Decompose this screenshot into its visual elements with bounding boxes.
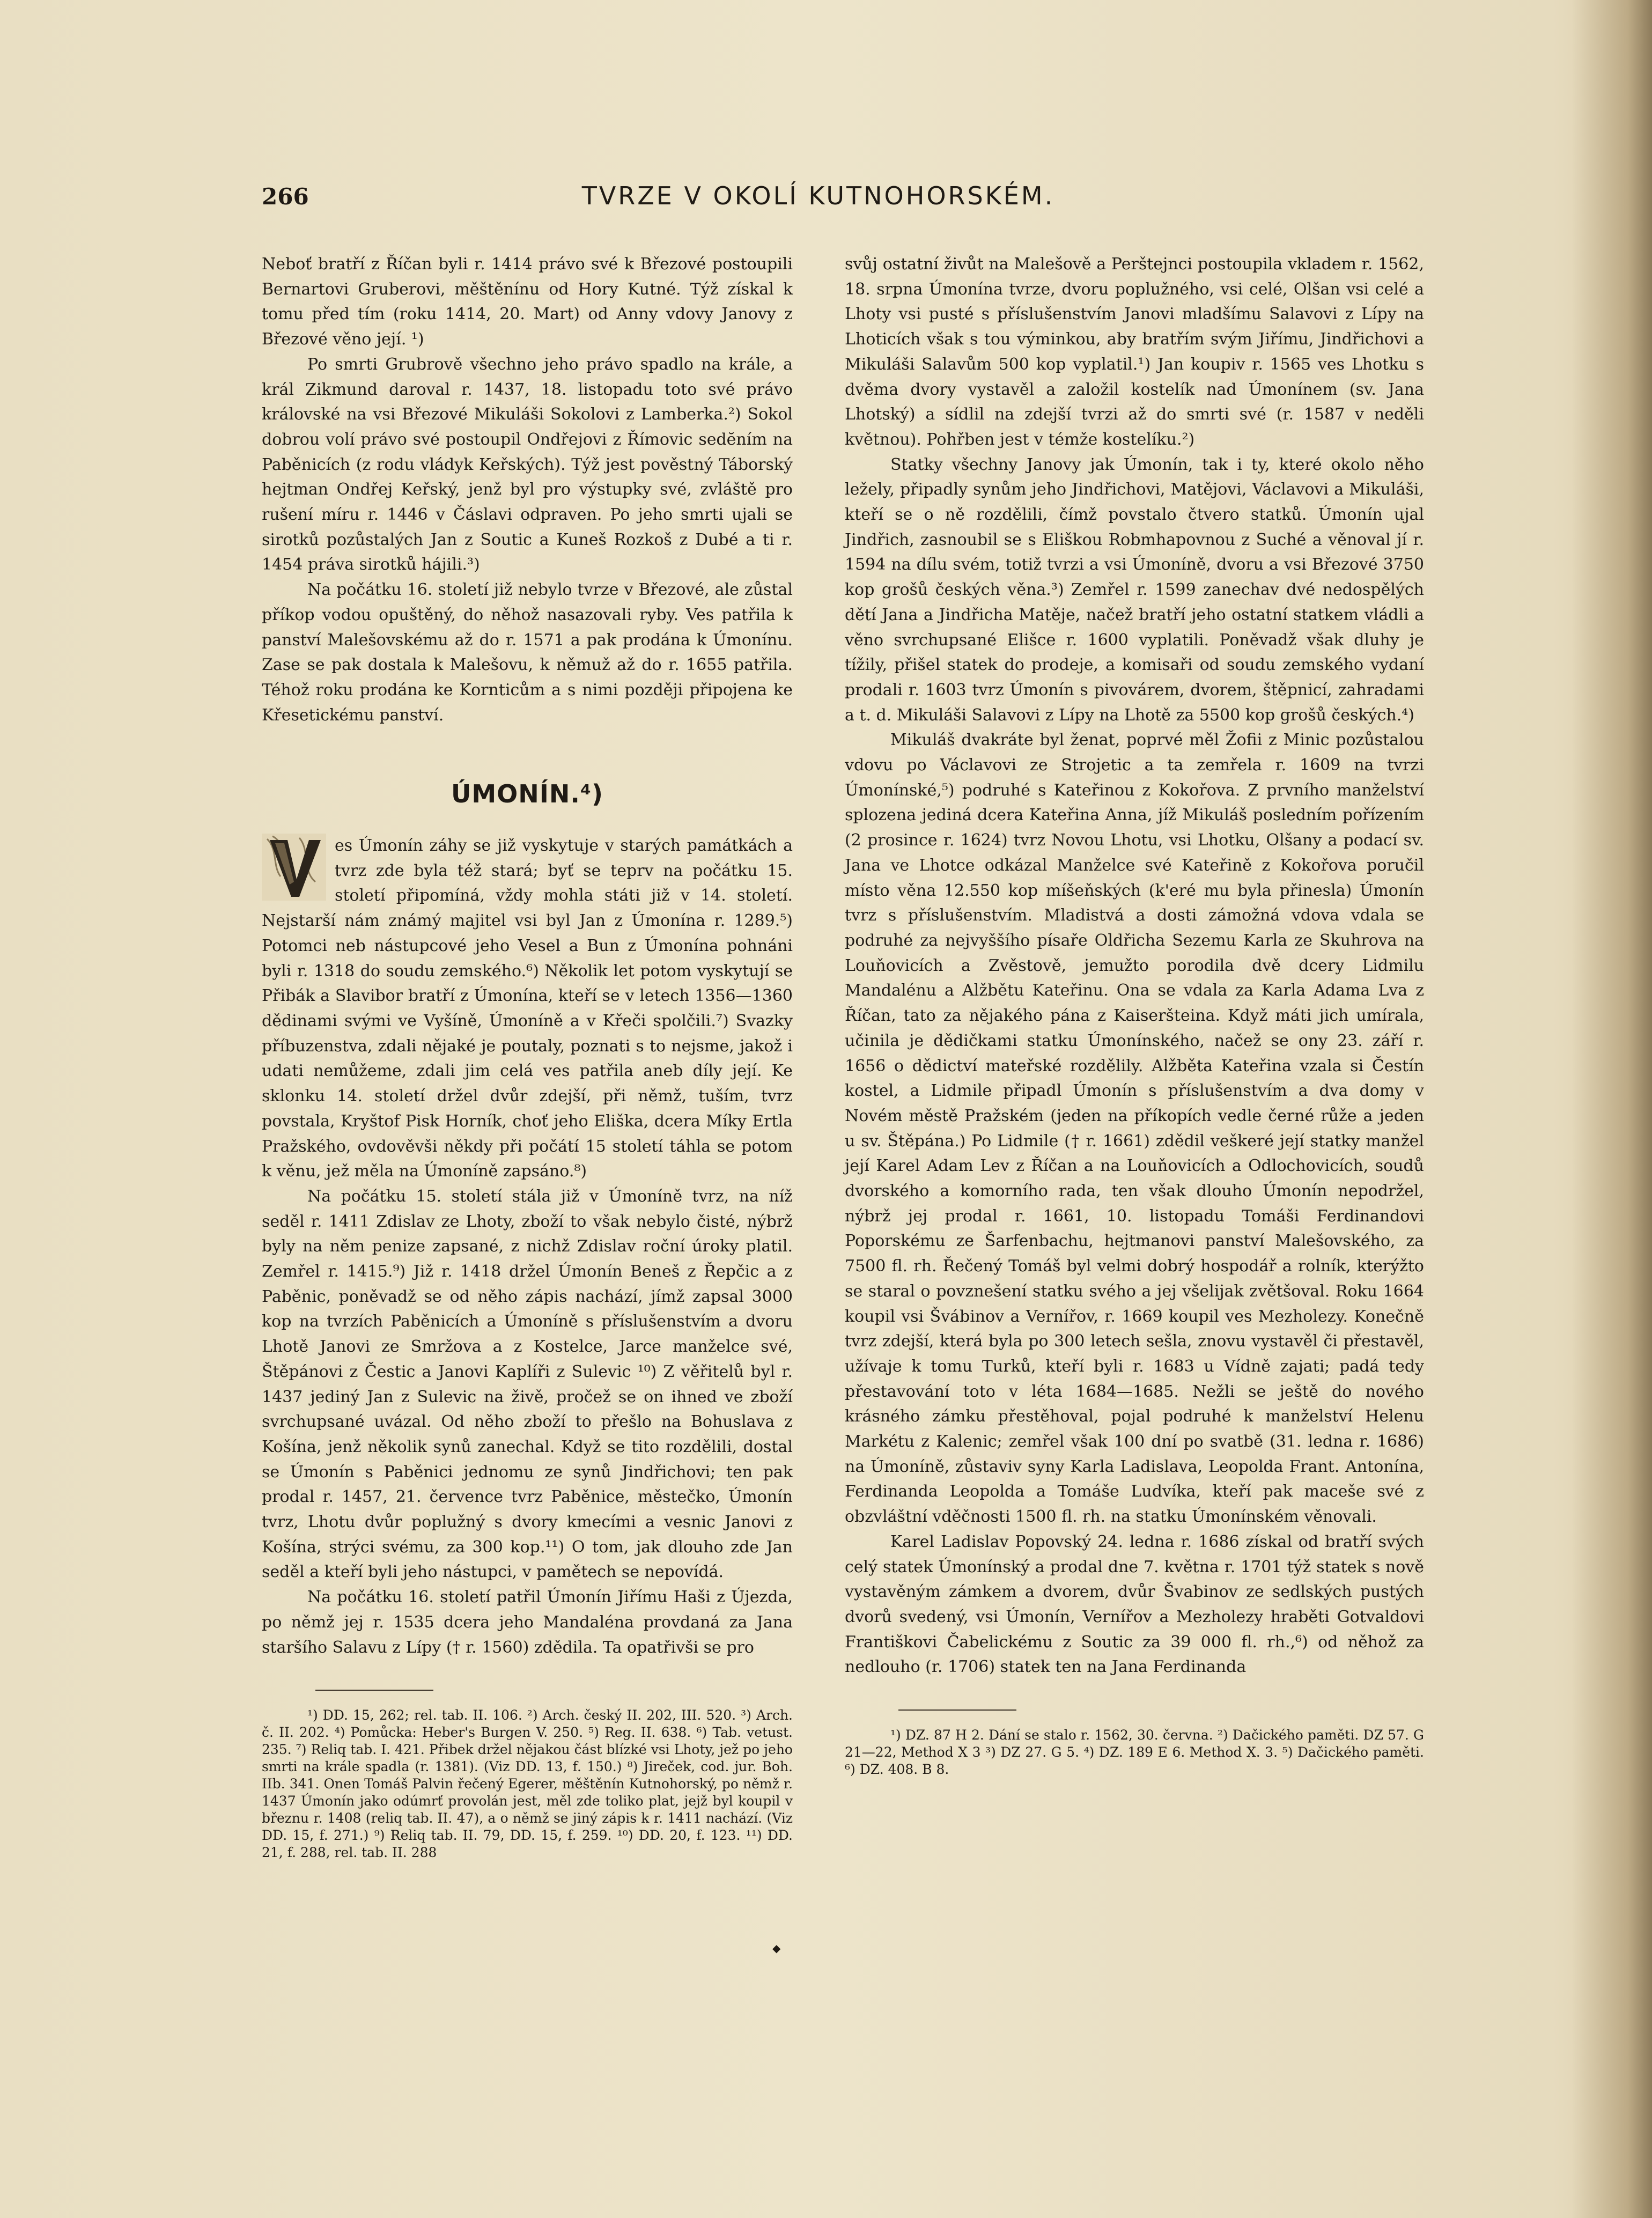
- printer-mark: ◆: [772, 1942, 781, 1955]
- page-edge-shadow: [1572, 0, 1652, 2218]
- footnote-divider: [898, 1709, 1016, 1711]
- section-title: ÚMONÍN.⁴): [451, 779, 603, 809]
- footnotes: [845, 1727, 1424, 1778]
- paragraph: svůj ostatní živůt na Malešově a Perštejnci postoupila vkladem r. 1562, 18. srpna Úmonína tvrze, dvoru poplužného, vsi celé, Olšan vsi celé a Lhoty vsi pusté s příslušenstvím Janovi mladšímu Salavovi z Lípy na Lhoticích však s tou výminkou, aby bratřím svým Jiřímu, Jindřichovi a Mikuláši Salavům 500 kop vyplatil.¹) Jan koupiv r. 1565 ves Lhotku s dvěma dvory vystavěl a založil kostelík nad Úmonínem (sv. Jana Lhotský) a sídlil na zdejší tvrzi až do smrti své (r. 1587 v neděli květnou). Pohřben jest v témže kostelíku.²): [845, 255, 1424, 449]
- paragraph: Na počátku 16. století již nebylo tvrze v Březové, ale zůstal příkop vodou opuštěný, do něhož nasazovali ryby. Ves patřila k panství Malešovskému až do r. 1571 a pak prodána k Úmonínu. Zase se pak dostala k Malešovu, k němuž až do r. 1655 patřila. Téhož roku prodána ke Kornticům a s nimi později připojena ke Křesetickému panství.: [262, 580, 793, 725]
- footnotes: [262, 1707, 793, 1861]
- paragraph: Karel Ladislav Popovský 24. ledna r. 1686 získal od bratří svých celý statek Úmonínský a prodal dne 7. května r. 1701 týž statek s nově vystavěným zámkem a dvorem, dvůr Švabinov ze sedlských pustých dvorů svedený, vsi Úmonín, Vernířov a Mezholezy hraběti Gotvaldovi Františkovi Čabelickému z Soutic za 39 000 fl. rh.,⁶) od něhož za nedlouho (r. 1706) statek ten na Jana Ferdinanda: [845, 1532, 1424, 1677]
- paragraph: es Úmonín záhy se již vyskytuje v starých památkách a tvrz zde byla též stará; byť se teprv na počátku 15. století připomíná, vždy mohla státi již v 14. století. Nejstarší nám známý majitel vsi byl Jan z Úmonína r. 1289.⁵) Potomci neb nástupcové jeho Vesel a Bun z Úmonína pohnáni byli r. 1318 do soudu zemského.⁶) Několik let potom vyskytují se Přibák a Slavibor bratří z Úmonína, kteří se v letech 1356—1360 dědinami svými ve Vyšíně, Úmoníně a v Křeči spolčili.⁷) Svazky příbuzenstva, zdali nějaké je poutaly, poznati s to nejsme, jakož i udati nemůžeme, zdali jim celá ves patřila aneb díly její. Ke sklonku 14. století držel dvůr zdejší, při němž, tuším, tvrz povstala, Kryštof Pisk Horník, choť jeho Eliška, dcera Míky Ertla Pražského, ovdověvši někdy při počátí 15 století táhla se potom k věnu, jež měla na Úmoníně zapsáno.⁸): [262, 836, 793, 1181]
- page-header: [262, 181, 1375, 219]
- footnote-text: ¹) DZ. 87 H 2. Dání se stalo r. 1562, 30. června. ²) Dačického paměti. DZ 57. G 21—22, Method X 3 ³) DZ 27. G 5. ⁴) DZ. 189 E 6. Method X. 3. ⁵) Dačického paměti. ⁶) DZ. 408. B 8.: [845, 1727, 1424, 1778]
- paragraph: Po smrti Grubrově všechno jeho právo spadlo na krále, a král Zikmund daroval r. 1437, 18. listopadu toto své právo královské na vsi Březové Mikuláši Sokolovi z Lamberka.²) Sokol dobrou volí právo své postoupil Ondřejovi z Římovic sedĕním na Paběnicích (z rodu vládyk Keřských). Týž jest pověstný Táborský hejtman Ondřej Keřský, jenž byl pro výstupky své, zvláště pro rušení míru r. 1446 v Čáslavi odpraven. Po jeho smrti ujali se sirotků pozůstalých Jan z Soutic a Kuneš Rozkoš z Dubé a ti r. 1454 práva sirotků hájili.³): [262, 355, 793, 574]
- paragraph: Neboť bratří z Říčan byli r. 1414 právo své k Březové postoupili Bernartovi Gruberovi, měštěnínu od Hory Kutné. Týž získal k tomu před tím (roku 1414, 20. Mart) od Anny vdovy Janovy z Březové věno její. ¹): [262, 255, 793, 349]
- paragraph: Na počátku 16. století patřil Úmonín Jiřímu Haši z Újezda, po němž jej r. 1535 dcera jeho Mandaléna provdaná za Jana staršího Salavu z Lípy († r. 1560) zdědila. Ta opatřivši se pro: [262, 1588, 793, 1657]
- paragraph: Na počátku 15. století stála již v Úmoníně tvrz, na níž seděl r. 1411 Zdislav ze Lhoty, zboží to však nebylo čisté, nýbrž byly na něm penize zapsané, z nichž Zdislav roční úroky platil. Zemřel r. 1415.⁹) Již r. 1418 držel Úmonín Beneš z Řepčic a z Paběnic, poněvadž se od něho zápis nachází, jímž zapsal 3000 kop na tvrzích Paběnicích a Úmoníně s příslušenstvím a dvoru Lhotě Janovi ze Smržova a z Kostelce, Jarce manželce své, Štěpánovi z Čestic a Janovi Kaplíři z Sulevic ¹⁰) Z věřitelů byl r. 1437 jediný Jan z Sulevic na živě, pročež se on ihned ve zboží svrchupsané uvázal. Od něho zboží to přešlo na Bohuslava z Košína, jenž několik synů zanechal. Když se tito rozdělili, dostal se Úmonín s Paběnici jednomu ze synů Jindřichovi; ten pak prodal r. 1457, 21. července tvrz Paběnice, městečko, Úmonín tvrz, Lhotu dvůr poplužný s dvory kmecími a vesnic Janovi z Košína, strýci svému, za 300 kop.¹¹) O tom, jak dlouho zde Jan seděl a kteří byli jeho nástupci, v pamětech se nepovídá.: [262, 1187, 793, 1582]
- paragraph: Statky všechny Janovy jak Úmonín, tak i ty, které okolo něho ležely, připadly synům jeho Jindřichovi, Matějovi, Václavovi a Mikuláši, kteří se o ně rozdělili, čímž povstalo čtvero statků. Úmonín ujal Jindřich, zasnoubil se s Eliškou Robmhapovnou z Suché a věnoval jí r. 1594 na dílu svém, totiž tvrzi a vsi Úmoníně, dvoru a vsi Březové 3750 kop grošů českých věna.³) Zemřel r. 1599 zanechav dvé nedospělých dětí Jana a Jindřicha Matěje, načež bratří jeho ostatní statkem vládli a věno svrchupsané Elišce r. 1600 vyplatili. Poněvadž však dluhy je tížily, přišel statek do prodeje, a komisaři od soudu zemského vydaní prodali r. 1603 tvrz Úmonín s pivovárem, dvorem, štěpnicí, zahradami a t. d. Mikuláši Salavovi z Lípy na Lhotě za 5500 kop grošů českých.⁴): [845, 455, 1424, 725]
- page-number: 266: [262, 183, 309, 210]
- left-column: [262, 252, 793, 1861]
- running-title: TVRZE V OKOLÍ KUTNOHORSKÉM.: [581, 181, 1055, 210]
- footnote-divider: [315, 1690, 433, 1691]
- decorative-initial-v-icon: [262, 834, 326, 901]
- paragraph: Mikuláš dvakráte byl ženat, poprvé měl Žofii z Minic pozůstalou vdovu po Václavovi ze Strojetic a ta zemřela r. 1609 na tvrzi Úmonínské,⁵) podruhé s Kateřinou z Kokořova. Z prvního manželství splozena jediná dcera Kateřina Anna, jíž Mikuláš posledním pořízením (2 prosince r. 1624) tvrz Novou Lhotu, vsi Lhotku, Olšany a podací sv. Jana ve Lhotce odkázal Manželce své Kateřině z Kokořova poručil místo věna 12.550 kop míšeňských (k'eré mu byla přinesla) Úmonín tvrz s příslušenstvím. Mladistvá a dosti zámožná vdova vdala se podruhé za nejvyššího písaře Oldřicha Sezemu Karla ze Skuhrova na Louňovicích a Zvěstově, jemužto porodila dvě dcery Lidmilu Mandalénu a Alžbětu Kateřinu. Ona se vdala za Karla Adama Lva z Říčan, tato za nějakého pána z Kaiseršteina. Když máti jich umírala, učinila je dědičkami statku Úmonínského, načež se ony 23. září r. 1656 o dědictví mateřské rozdělily. Alžběta Kateřina vzala si Čestín kostel, a Lidmile připadl Úmonín s příslušenstvím a dva domy v Novém městě Pražském (jeden na příkopích vedle černé růže a jeden u sv. Štěpána.) Po Lidmile († r. 1661) zdědil veškeré její statky manžel její Karel Adam Lev z Říčan a na Louňovicích a Odlochovicích, soudů dvorského a komorního rada, ten však dlouho Úmonín nepodržel, nýbrž jej prodal r. 1661, 10. listopadu Tomáši Ferdinandovi Poporskému ze Šarfenbachu, hejtmanovi panství Malešovského, za 7500 fl. rh. Řečený Tomáš byl velmi dobrý hospodář a rolník, kterýžto se staral o povznešení statku svého a jej všelijak zvětšoval. Roku 1664 koupil vsi Švábinov a Vernířov, r. 1669 koupil ves Mezholezy. Konečně tvrz zdejší, která byla po 300 letech sešla, znovu vystavěl či přestavěl, užívaje k tomu Turků, kteří byli r. 1683 u Vídně zajati; padá tedy přestavování toto v léta 1684—1685. Nežli se ještě do nového krásného zámku přestěhoval, pojal podruhé k manželství Helenu Markétu z Kalenic; zemřel však 100 dní po svatbě (31. ledna r. 1686) na Úmoníně, zůstaviv syny Karla Ladislava, Leopolda Frant. Antonína, Ferdinanda Leopolda a Tomáše Ludvíka, kteří pak maceše své z obzvláštní vděčnosti 1500 fl. rh. na statku Úmonínském věnovali.: [845, 731, 1424, 1527]
- footnote-text: ¹) DD. 15, 262; rel. tab. II. 106. ²) Arch. český II. 202, III. 520. ³) Arch. č. II. 202. ⁴) Pomůcka: Heber's Burgen V. 250. ⁵) Reg. II. 638. ⁶) Tab. vetust. 235. ⁷) Reliq tab. I. 421. Přibek držel nějakou část blízké vsi Lhoty, jež po jeho smrti na krále spadla (r. 1381). (Viz DD. 13, f. 150.) ⁸) Jireček, cod. jur. Boh. IIb. 341. Onen Tomáš Palvin řečený Egerer, měštěnín Kutnohorský, po němž r. 1437 Úmonín jako odúmrť provolán jest, měl zde toliko plat, jejž byl koupil v březnu r. 1408 (reliq tab. II. 47), a o němž se jiný zápis k r. 1411 nachází. (Viz DD. 15, f. 271.) ⁹) Reliq tab. II. 79, DD. 15, f. 259. ¹⁰) DD. 20, f. 123. ¹¹) DD. 21, f. 288, rel. tab. II. 288: [262, 1707, 793, 1861]
- right-column: [845, 252, 1424, 1778]
